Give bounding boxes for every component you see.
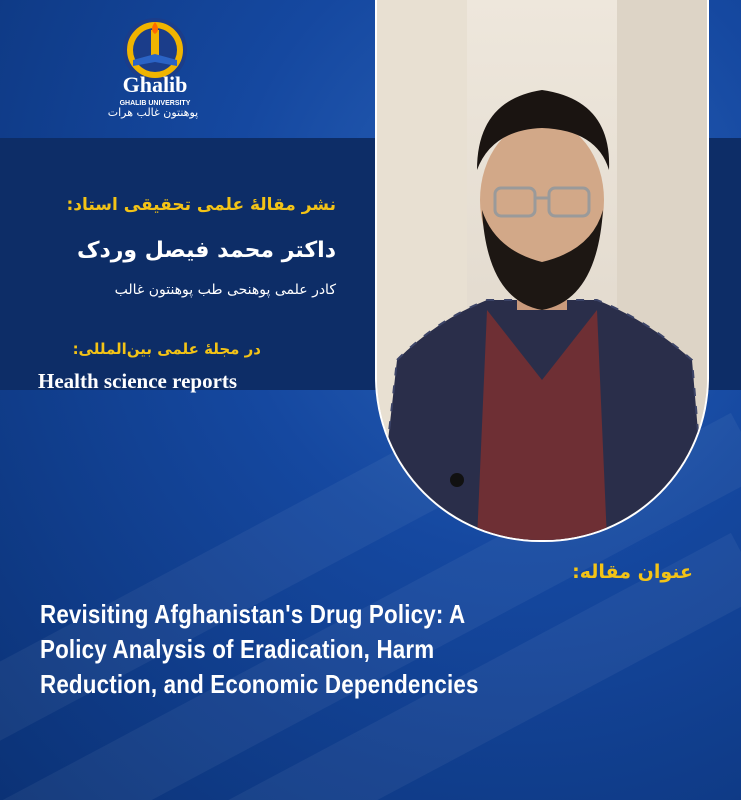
author-photo: [375, 0, 709, 542]
logo-subtitle: GHALIB UNIVERSITY: [119, 100, 191, 107]
article-title-line: Policy Analysis of Eradication, Harm: [40, 634, 435, 664]
author-portrait-icon: [377, 0, 707, 540]
author-name: داکتر محمد فیصل وردک: [76, 238, 336, 263]
ghalib-university-logo-icon: [85, 10, 225, 110]
announcement-heading: نشر مقالهٔ علمی تحقیقی استاد:: [66, 195, 336, 215]
article-title-line: Reduction, and Economic Dependencies: [40, 669, 479, 699]
author-role: کادر علمی پوهنحی طب پوهنتون غالب: [114, 282, 336, 298]
logo-wordmark: Ghalib: [122, 72, 188, 97]
article-title-line: Revisiting Afghanistan's Drug Policy: A: [40, 599, 466, 629]
article-title: [40, 597, 608, 702]
article-label: عنوان مقاله:: [572, 561, 693, 583]
journal-label: در مجلهٔ علمی بین‌المللی:: [72, 340, 261, 358]
journal-name: Health science reports: [38, 369, 238, 393]
logo-caption: پوهنتون غالب هرات: [107, 106, 199, 119]
university-logo: [85, 10, 225, 140]
